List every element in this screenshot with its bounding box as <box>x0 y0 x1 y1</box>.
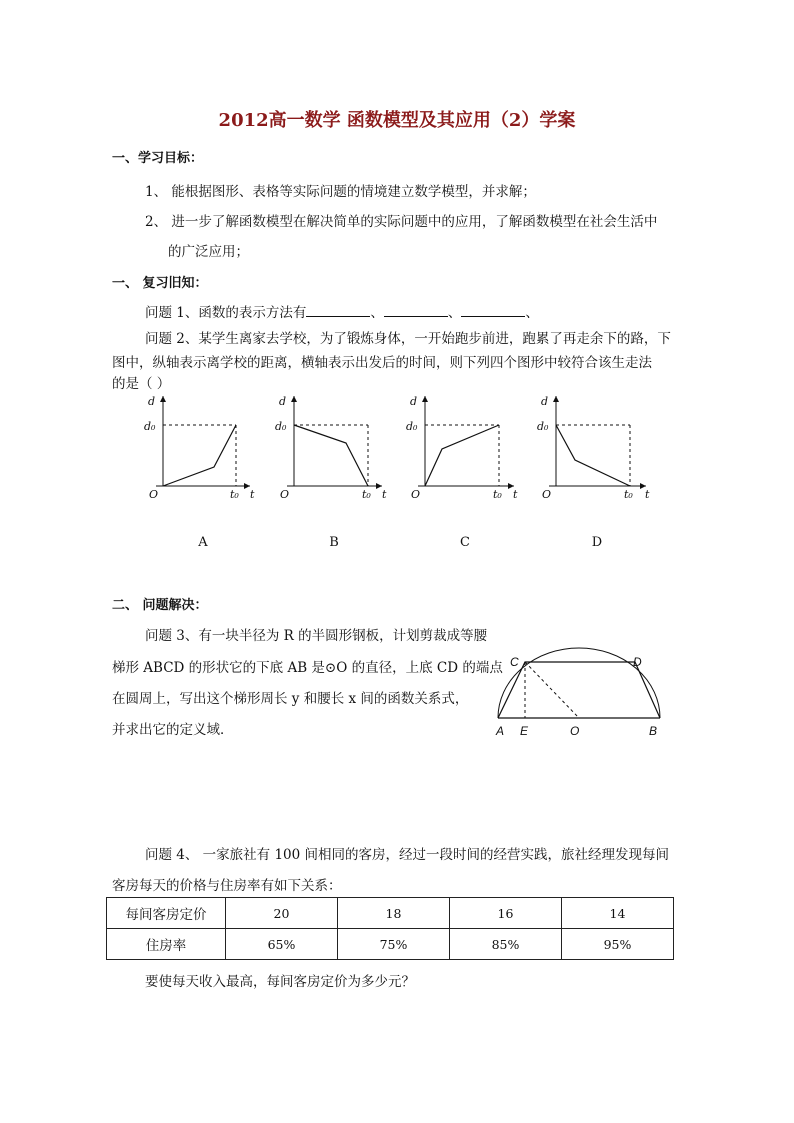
trapezoid-sides <box>498 662 660 718</box>
radius-co <box>525 662 579 718</box>
row-header-price: 每间客房定价 <box>107 898 226 929</box>
price-rate-table <box>106 897 674 960</box>
point-a-label: A <box>496 724 505 738</box>
origin-label: O <box>149 488 159 501</box>
t0-label: t₀ <box>493 488 502 501</box>
axis-t-label: t <box>382 488 387 501</box>
d0-label: d₀ <box>406 420 418 433</box>
goal-item-1: 1、 能根据图形、表格等实际问题的情境建立数学模型，并求解； <box>145 184 536 200</box>
table-cell: 16 <box>450 898 562 929</box>
question-3-line1: 问题 3、有一块半径为 R 的半圆形钢板，计划剪裁成等腰 <box>145 628 488 644</box>
axis-d-label: d <box>410 395 418 408</box>
question-3-line3: 在圆周上，写出这个梯形周长 y 和腰长 x 间的函数关系式， <box>112 691 469 707</box>
graph-curve <box>425 425 499 486</box>
answer-blank-1[interactable] <box>306 302 370 317</box>
graph-b <box>275 395 387 501</box>
question-4-ask: 要使每天收入最高，每间客房定价为多少元？ <box>145 974 415 990</box>
answer-blank-2[interactable] <box>384 302 448 317</box>
axis-t-label: t <box>250 488 255 501</box>
point-e-label: E <box>520 724 529 738</box>
point-d-label: D <box>633 655 642 669</box>
d0-label: d₀ <box>537 420 549 433</box>
goal-item-2-line2: 的广泛应用； <box>168 244 249 260</box>
graph-label-b[interactable]: B <box>329 535 339 550</box>
section-heading-goals: 一、学习目标： <box>112 151 204 166</box>
answer-blank-3[interactable] <box>461 302 525 317</box>
question-4-line1: 问题 4、 一家旅社有 100 间相同的客房，经过一段时间的经营实践，旅社经理发现每间 <box>145 847 670 863</box>
t0-label: t₀ <box>362 488 371 501</box>
separator-2: 、 <box>447 305 462 321</box>
graph-a <box>144 395 255 501</box>
d0-label: d₀ <box>144 420 156 433</box>
origin-label: O <box>411 488 421 501</box>
question-3-line2: 梯形 ABCD 的形状它的下底 AB 是⊙O 的直径，上底 CD 的端点 <box>112 660 503 676</box>
graph-label-d[interactable]: D <box>591 535 603 550</box>
question-1 <box>145 301 539 321</box>
table-cell: 75% <box>338 929 450 960</box>
origin-label: O <box>280 488 290 501</box>
t0-label: t₀ <box>624 488 633 501</box>
table-row <box>107 898 674 929</box>
point-c-label: C <box>510 655 519 669</box>
question-3-line4: 并求出它的定义域． <box>112 722 234 738</box>
choice-graphs <box>0 390 794 560</box>
separator-3: 、 <box>525 305 539 321</box>
row-header-rate: 住房率 <box>107 929 226 960</box>
graph-d <box>537 395 650 501</box>
graph-label-c[interactable]: C <box>460 535 470 550</box>
graph-curve <box>556 425 630 486</box>
table-cell: 14 <box>562 898 674 929</box>
axis-d-label: d <box>541 395 549 408</box>
axis-d-label: d <box>148 395 156 408</box>
question-2-line3: 的是（ ） <box>112 376 171 392</box>
graph-curve <box>294 425 368 486</box>
table-row <box>107 929 674 960</box>
question-1-text: 问题 1、函数的表示方法有 <box>145 305 307 321</box>
table-cell: 95% <box>562 929 674 960</box>
question-2-line1: 问题 2、某学生离家去学校，为了锻炼身体，一开始跑步前进，跑累了再走余下的路，下 <box>145 331 671 347</box>
table-cell: 18 <box>338 898 450 929</box>
table-cell: 20 <box>226 898 338 929</box>
separator-1: 、 <box>370 305 384 321</box>
point-b-label: B <box>649 724 658 738</box>
graph-label-a[interactable]: A <box>198 535 208 550</box>
page-title: 2012高一数学 函数模型及其应用（2）学案 <box>218 110 576 131</box>
graph-c <box>406 395 518 501</box>
axis-t-label: t <box>513 488 518 501</box>
d0-label: d₀ <box>275 420 287 433</box>
section-heading-solve: 二、 问题解决： <box>112 598 208 613</box>
point-o-label: O <box>570 724 580 738</box>
table-cell: 85% <box>450 929 562 960</box>
axis-t-label: t <box>645 488 650 501</box>
semicircle-figure <box>490 645 670 745</box>
t0-label: t₀ <box>230 488 239 501</box>
origin-label: O <box>542 488 552 501</box>
axis-d-label: d <box>279 395 287 408</box>
section-heading-review: 一、 复习旧知： <box>112 276 208 291</box>
table-cell: 65% <box>226 929 338 960</box>
question-2-line2: 图中，纵轴表示离学校的距离，横轴表示出发后的时间，则下列四个图形中较符合该生走法 <box>112 355 652 371</box>
goal-item-2-line1: 2、 进一步了解函数模型在解决简单的实际问题中的应用，了解函数模型在社会生活中 <box>145 214 658 230</box>
question-4-line2: 客房每天的价格与住房率有如下关系： <box>112 878 342 894</box>
graph-curve <box>163 425 236 486</box>
